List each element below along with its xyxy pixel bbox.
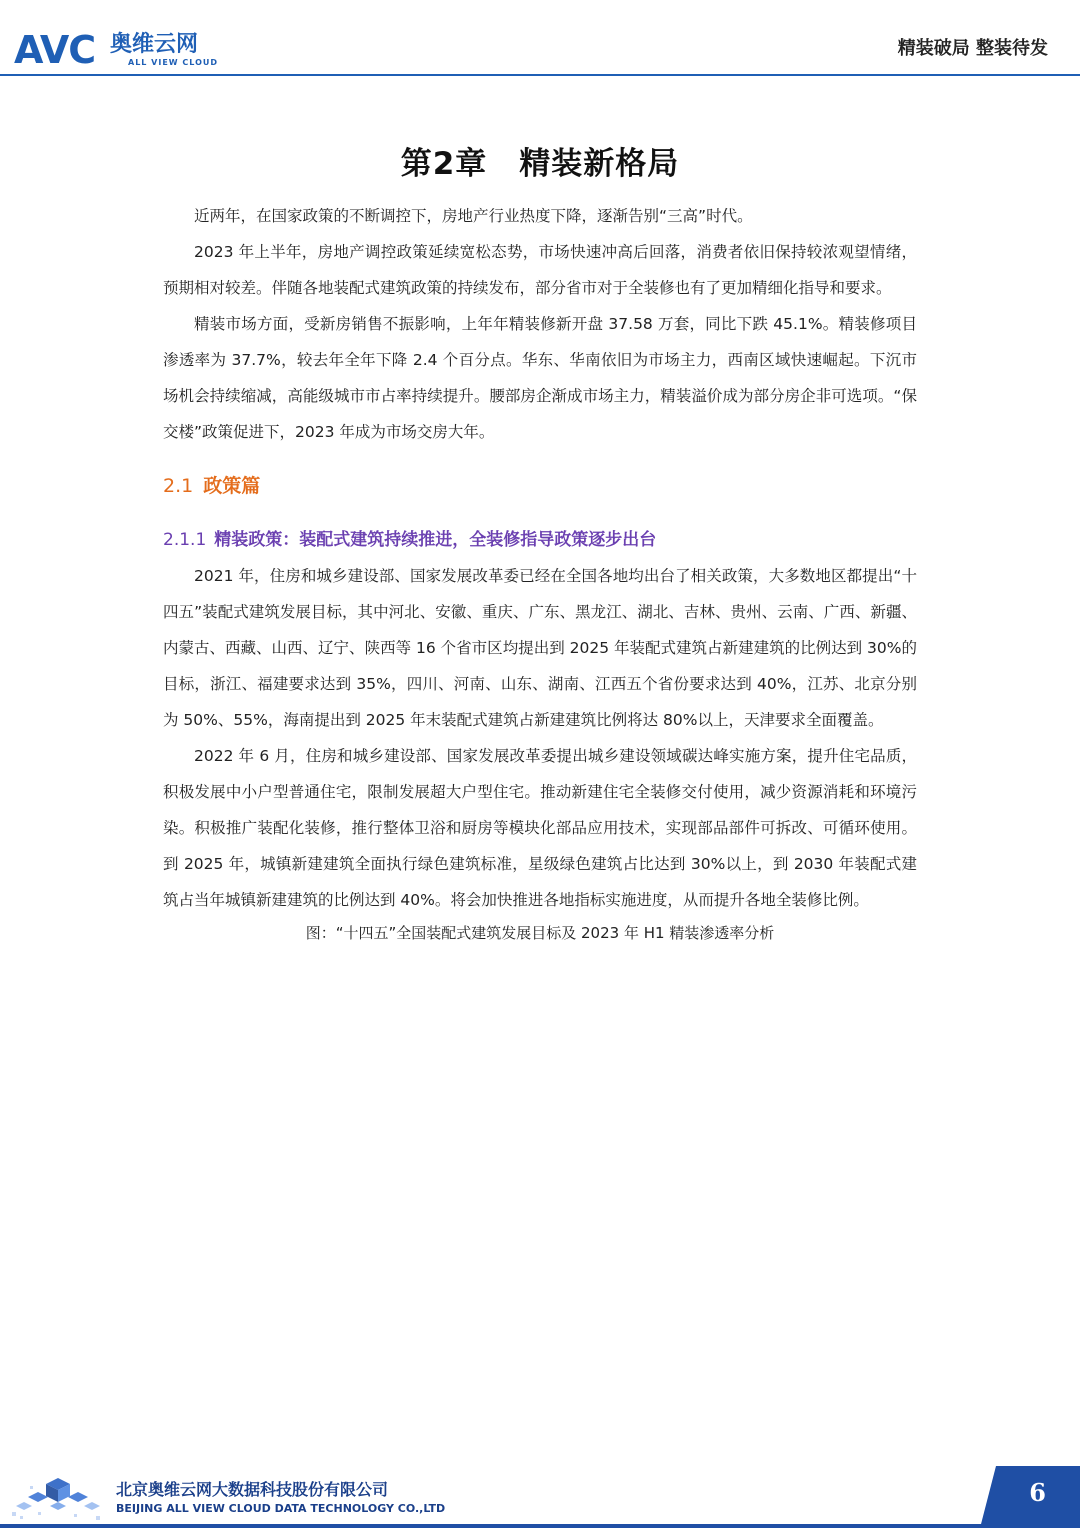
company-name-cn: 北京奥维云网大数据科技股份有限公司 [116, 1480, 389, 1499]
subsection-title: 精装政策：装配式建筑持续推进，全装修指导政策逐步出台 [214, 530, 657, 550]
page-footer [0, 1466, 1080, 1528]
logo-avc-text: AVC [14, 28, 96, 72]
footer-band [0, 1524, 1080, 1528]
header-divider [0, 74, 1080, 76]
section-number: 2.1 [163, 475, 194, 497]
figure-caption: 图：“十四五”全国装配式建筑发展目标及 2023 年 H1 精装渗透率分析 [305, 924, 775, 942]
policy-paragraph: 2021 年，住房和城乡建设部、国家发展改革委已经在全国各地均出台了相关政策，大多数地区都提出“十四五”装配式建筑发展目标，其中河北、安徽、重庆、广东、黑龙江、湖北、吉林、贵州、云南、广西、新疆、内蒙古、西藏、山西、辽宁、陕西等 16 个省市区均提出到 2025 年装配式建筑占新建建筑的比例达到 30%的目标，浙江、福建要求达到 35%，四川、河南、山东、湖南、江西五个省份要求达到 40%，江苏、北京分别为 50%、55%，海南提出到 2025 年末装配式建筑占新建建筑比例将达 80%以上，天津要求全面覆盖。 [163, 567, 917, 729]
intro-paragraph: 近两年，在国家政策的不断调控下，房地产行业热度下降，逐渐告别“三高”时代。 [194, 207, 753, 225]
subsection-heading [163, 522, 917, 558]
intro-paragraph: 精装市场方面，受新房销售不振影响，上年年精装修新开盘 37.58 万套，同比下跌 45.1%。精装修项目渗透率为 37.7%，较去年全年下降 2.4 个百分点。华东、华南依旧为市场主力，西南区域快速崛起。下沉市场机会持续缩减，高能级城市市占率持续提升。腰部房企渐成市场主力，精装溢价成为部分房企非可选项。“保交楼”政策促进下，2023 年成为市场交房大年。 [163, 315, 917, 441]
logo-cn-text: 奥维云网 [110, 32, 199, 57]
page-header [0, 0, 1080, 80]
section-heading [163, 470, 917, 502]
header-slogan: 精装破局 整装待发 [897, 38, 1048, 59]
avc-logo [14, 28, 234, 74]
main-content [163, 198, 917, 948]
company-name-en: BEIJING ALL VIEW CLOUD DATA TECHNOLOGY CO.,LTD [116, 1502, 446, 1515]
logo-en-text: ALL VIEW CLOUD [128, 58, 219, 67]
subsection-number: 2.1.1 [163, 530, 207, 550]
policy-paragraph: 2022 年 6 月，住房和城乡建设部、国家发展改革委提出城乡建设领域碳达峰实施方案，提升住宅品质，积极发展中小户型普通住宅，限制发展超大户型住宅。推动新建住宅全装修交付使用，减少资源消耗和环境污染。积极推广装配化装修，推行整体卫浴和厨房等模块化部品应用技术，实现部品部件可拆改、可循环使用。到 2025 年，城镇新建建筑全面执行绿色建筑标准，星级绿色建筑占比达到 30%以上，到 2030 年装配式建筑占当年城镇新建建筑的比例达到 40%。将会加快推进各地指标实施进度，从而提升各地全装修比例。 [163, 747, 917, 909]
page-number: 6 [1029, 1478, 1046, 1507]
chapter-title: 第2章 精装新格局 [400, 146, 680, 182]
section-title: 政策篇 [203, 475, 261, 497]
intro-paragraph: 2023 年上半年，房地产调控政策延续宽松态势，市场快速冲高后回落，消费者依旧保持较浓观望情绪，预期相对较差。伴随各地装配式建筑政策的持续发布，部分省市对于全装修也有了更加精细化指导和要求。 [163, 243, 917, 297]
company-cube-logo [8, 1472, 108, 1524]
